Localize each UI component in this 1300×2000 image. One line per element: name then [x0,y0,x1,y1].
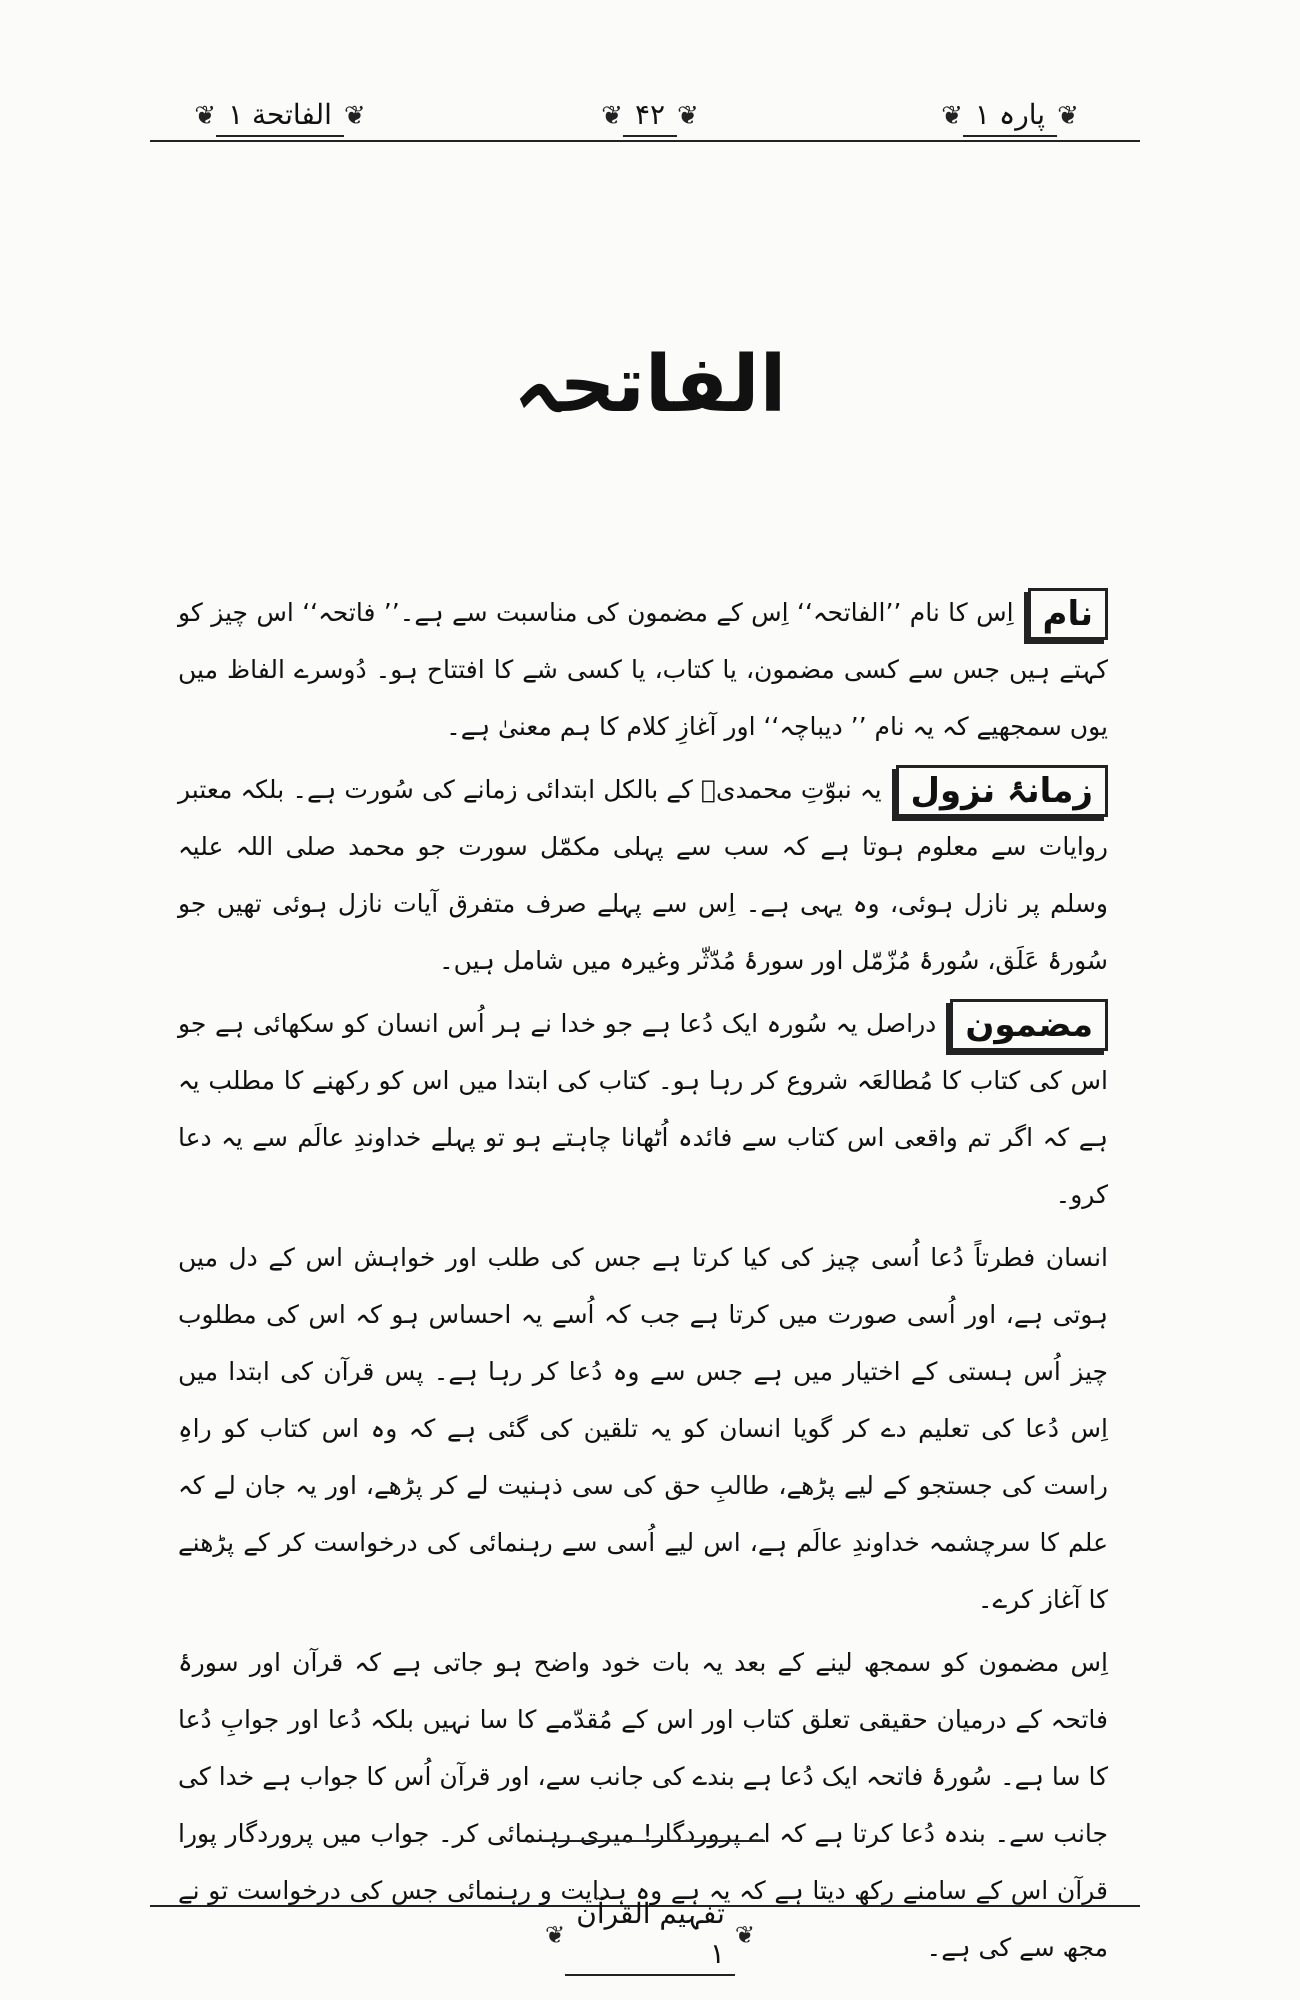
ornament-icon: ❦ [545,1921,566,1949]
ornament-icon: ❦ [677,101,699,131]
ornament-icon: ❦ [601,101,623,131]
header-juz-label [880,94,1140,138]
ornament-icon: ❦ [941,101,963,131]
section-name [178,584,1108,755]
section-label: زمانۂ نزول [896,765,1108,817]
page-footer [150,1897,1140,1970]
header-page-number [545,94,755,138]
paragraph: انسان فطرتاً دُعا اُسی چیز کی کیا کرتا ہے جس کی طلب اور خواہش اس کے دل میں ہوتی ہے، اور اُسی صورت میں کرتا ہے جب کہ اُسے یہ احساس ہو کہ اس کی مطلوب چیز اُس ہستی کے اختیار میں ہے جس سے وہ دُعا کر رہا ہے۔ پس قرآن کی ابتدا میں اِس دُعا کی تعلیم دے کر گویا انسان کو یہ تلقین کی گئی ہے کہ وہ اس کتاب کو راہِ راست کی جستجو کے لیے پڑھے، طالبِ حق کی سی ذہنیت لے کر پڑھے، اور یہ جان لے کہ علم کا سرچشمہ خداوندِ عالَم ہے، اس لیے اُسی سے رہنمائی کی درخواست کر کے پڑھنے کا آغاز کرے۔ [178,1243,1108,1614]
section-label: نام [1028,588,1108,640]
surah-name: الفاتحة ۱ [216,95,344,137]
header-surah-label [150,94,410,138]
section-subject [178,995,1108,1223]
section-end-rule [555,1840,765,1842]
header-rule [150,140,1140,142]
section-text: دراصل یہ سُورہ ایک دُعا ہے جو خدا نے ہر اُس انسان کو سکھائی ہے جو اس کی کتاب کا مُطالعَہ شروع کر رہا ہو۔ کتاب کی ابتدا میں اس کو رکھنے کا مطلب یہ ہے کہ اگر تم واقعی اس کتاب سے فائدہ اُٹھانا چاہتے ہو تو پہلے خداوندِ عالَم سے یہ دعا کرو۔ [178,1009,1108,1209]
body-text [178,584,1108,1982]
ornament-icon: ❦ [343,101,366,131]
page-title: الفاتحہ [513,340,787,430]
section-text: یہ نبوّتِ محمدیؐ کے بالکل ابتدائی زمانے کی سُورت ہے۔ بلکہ معتبر روایات سے معلوم ہوتا ہے کہ سب سے پہلی مکمّل سورت جو محمد صلی اللہ علیہ وسلم پر نازل ہوئی، وہ یہی ہے۔ اِس سے پہلے صرف متفرق آیات نازل ہوئی تھیں جو سُورۂ عَلَق، سُورۂ مُزّمّل اور سورۂ مُدّثّر وغیرہ میں شامل ہیں۔ [178,775,1108,975]
footer-book-title [545,1897,755,1970]
paragraph: اِس مضمون کو سمجھ لینے کے بعد یہ بات خود واضح ہو جاتی ہے کہ قرآن اور سورۂ فاتحہ کے درمیان حقیقی تعلق کتاب اور اس کے مُقدّمے کا سا نہیں بلکہ دُعا اور جوابِ دُعا کا سا ہے۔ سُورۂ فاتحہ ایک دُعا ہے بندے کی جانب سے، اور قرآن اُس کا جواب ہے خدا کی جانب سے۔ بندہ دُعا کرتا ہے کہ اے پروردگار! میری رہنمائی کر۔ جواب میں پروردگار پورا قرآن اس کے سامنے رکھ دیتا ہے کہ یہ ہے وہ ہدایت و رہنمائی جس کی درخواست تو نے مجھ سے کی ہے۔ [178,1648,1108,1962]
ornament-icon: ❦ [194,101,217,131]
juz-number: پارہ ۱ [963,95,1057,137]
page-number: ۴۲ [623,95,677,137]
ornament-icon: ❦ [1057,101,1079,131]
book-title: تفہیم القرآن ۱ [565,1894,735,1976]
page-header [150,88,1140,148]
section-text: اِس کا نام ’’الفاتحہ‘‘ اِس کے مضمون کی مناسبت سے ہے۔’’ فاتحہ‘‘ اس چیز کو کہتے ہیں جس سے کسی مضمون، یا کتاب، یا کسی شے کا افتتاح ہو۔ دُوسرے الفاظ میں یوں سمجھیے کہ یہ نام ’’ دیباچہ‘‘ اور آغازِ کلام کا ہم معنیٰ ہے۔ [178,598,1108,741]
section-revelation-period [178,761,1108,989]
ornament-icon: ❦ [734,1921,755,1949]
section-label: مضمون [950,999,1108,1051]
